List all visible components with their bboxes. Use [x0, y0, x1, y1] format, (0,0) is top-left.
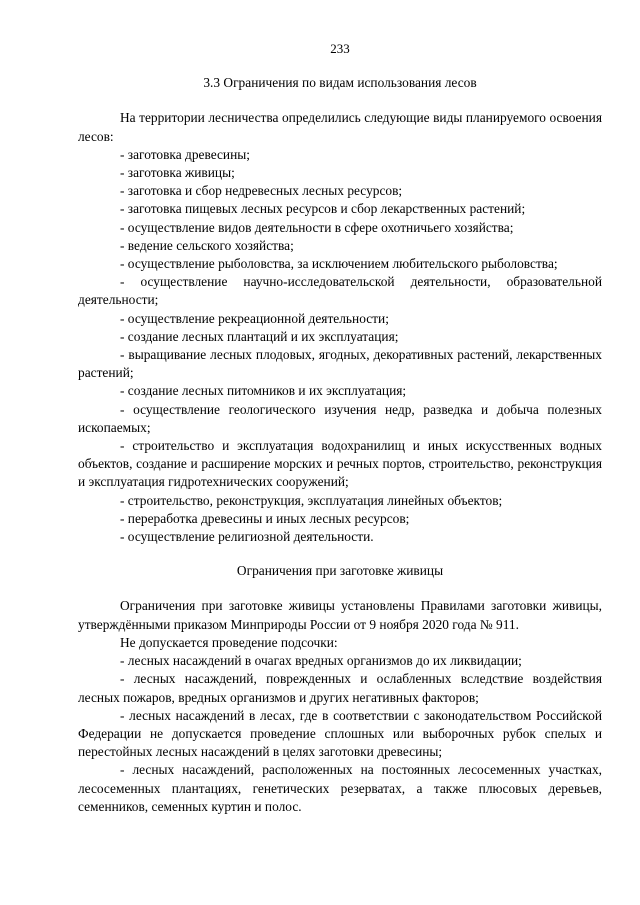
forest-use-item: - ведение сельского хозяйства; — [120, 237, 294, 253]
forest-use-item: - осуществление научно-исследовательской деятельности, образовательной деятельности; — [78, 274, 602, 308]
forest-use-item: - создание лесных питомников и их эксплуатация; — [120, 383, 407, 399]
restriction-item: - лесных насаждений в лесах, где в соответствии с законодательством Российской Федерации не допускается проведение сплошных или выборочных рубок спелых и перестойных лесных насаждений в целях заготовки древесины; — [78, 707, 602, 760]
forest-use-item: - заготовка древесины; — [120, 146, 250, 162]
forest-use-item: - заготовка пищевых лесных ресурсов и сбор лекарственных растений; — [120, 201, 526, 217]
resin-intro-paragraph: Ограничения при заготовке живицы установлены Правилами заготовки живицы, утверждёнными приказом Минприроды России от 9 ноября 2020 года № 911. — [78, 598, 602, 632]
forest-use-item: - осуществление религиозной деятельности. — [120, 529, 374, 545]
restriction-item: - лесных насаждений, поврежденных и ослабленных вследствие воздействия лесных пожаров, вредных организмов и других негативных факторов; — [78, 671, 602, 705]
forest-use-item: - выращивание лесных плодовых, ягодных, декоративных растений, лекарственных растений; — [78, 347, 602, 381]
resin-subheading: Ограничения при заготовке живицы — [236, 563, 444, 579]
forest-uses-list — [78, 146, 602, 546]
restriction-item: - лесных насаждений, расположенных на постоянных лесосеменных участках, лесосеменных плантациях, генетических резерватах, а также плюсовых деревьев, семенников, семенных куртин и полос. — [78, 762, 602, 814]
forest-use-item: - осуществление видов деятельности в сфере охотничьего хозяйства; — [120, 219, 514, 235]
forest-use-item: - заготовка и сбор недревесных лесных ресурсов; — [120, 183, 403, 199]
not-allowed-paragraph: Не допускается проведение подсочки: — [120, 634, 338, 650]
forest-use-item: - строительство, реконструкция, эксплуатация линейных объектов; — [120, 492, 503, 508]
page-number: 233 — [330, 41, 350, 56]
forest-use-item: - осуществление геологического изучения недр, разведка и добыча полезных ископаемых; — [78, 401, 602, 435]
forest-use-item: - заготовка живицы; — [120, 165, 235, 181]
forest-use-item: - строительство и эксплуатация водохранилищ и иных искусственных водных объектов, создание и расширение морских и речных портов, строительство, реконструкция и эксплуатация гидротехнических сооружений; — [78, 438, 602, 490]
intro-paragraph: На территории лесничества определились следующие виды планируемого освоения лесов: — [78, 110, 602, 144]
tapping-restrictions-list — [78, 652, 602, 816]
forest-use-item: - создание лесных плантаций и их эксплуатация; — [120, 328, 399, 344]
forest-use-item: - осуществление рыболовства, за исключением любительского рыболовства; — [120, 256, 558, 272]
restriction-item: - лесных насаждений в очагах вредных организмов до их ликвидации; — [120, 653, 522, 669]
forest-use-item: - осуществление рекреационной деятельности; — [120, 310, 389, 326]
section-heading: 3.3 Ограничения по видам использования лесов — [203, 75, 477, 91]
forest-use-item: - переработка древесины и иных лесных ресурсов; — [120, 510, 410, 526]
